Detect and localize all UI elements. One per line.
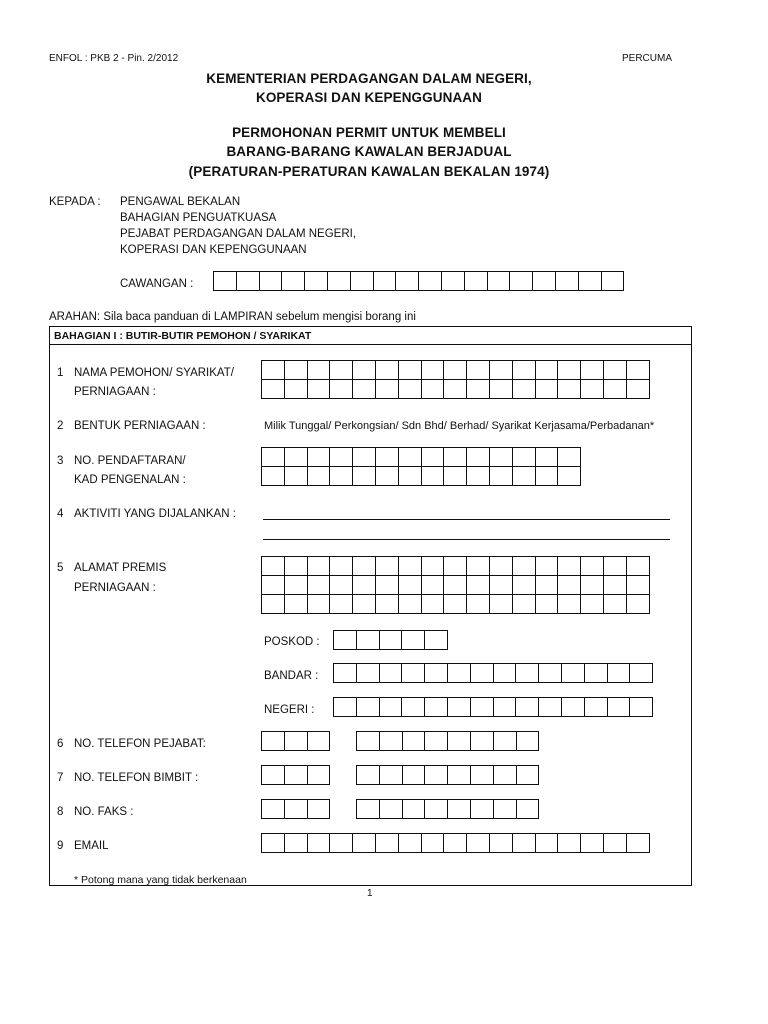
input-box-cell[interactable] (352, 360, 376, 380)
item-6-number: 6 (57, 738, 64, 750)
input-box-cell[interactable] (538, 697, 562, 717)
input-box-cell[interactable] (557, 556, 581, 576)
input-box-cell[interactable] (447, 799, 471, 819)
input-box-cell[interactable] (352, 575, 376, 595)
input-box-cell[interactable] (535, 360, 559, 380)
input-box-cell[interactable] (401, 663, 425, 683)
input-box-cell[interactable] (284, 447, 308, 467)
nama-row-2-boxes[interactable] (261, 379, 649, 399)
footnote: * Potong mana yang tidak berkenaan (74, 874, 247, 886)
input-box-cell[interactable] (375, 575, 399, 595)
input-box-cell[interactable] (284, 799, 308, 819)
input-box-cell[interactable] (603, 575, 627, 595)
input-box-cell[interactable] (466, 556, 490, 576)
tel-pejabat-number-boxes[interactable] (356, 731, 538, 751)
input-box-cell[interactable] (512, 360, 536, 380)
input-box-cell[interactable] (603, 594, 627, 614)
input-box-cell[interactable] (284, 379, 308, 399)
input-box-cell[interactable] (236, 271, 260, 291)
input-box-cell[interactable] (352, 594, 376, 614)
input-box-cell[interactable] (356, 630, 380, 650)
input-box-cell[interactable] (307, 466, 331, 486)
input-box-cell[interactable] (421, 833, 445, 853)
input-box-cell[interactable] (535, 447, 559, 467)
input-box-cell[interactable] (379, 799, 403, 819)
input-box-cell[interactable] (213, 271, 237, 291)
input-box-cell[interactable] (261, 765, 285, 785)
alamat-row-2-boxes[interactable] (261, 575, 649, 595)
ministry-line-1: KEMENTERIAN PERDAGANGAN DALAM NEGERI, (206, 71, 532, 86)
input-box-cell[interactable] (402, 731, 426, 751)
input-box-cell[interactable] (261, 466, 285, 486)
input-box-cell[interactable] (470, 765, 494, 785)
input-box-cell[interactable] (379, 630, 403, 650)
item-7-number: 7 (57, 772, 64, 784)
input-box-cell[interactable] (329, 447, 353, 467)
input-box-cell[interactable] (307, 833, 331, 853)
nama-row-1-boxes[interactable] (261, 360, 649, 380)
input-box-cell[interactable] (307, 379, 331, 399)
input-box-cell[interactable] (333, 663, 357, 683)
input-box-cell[interactable] (284, 575, 308, 595)
input-box-cell[interactable] (352, 466, 376, 486)
form-title-line-2: BARANG-BARANG KAWALAN BERJADUAL (226, 144, 512, 159)
input-box-cell[interactable] (489, 466, 513, 486)
input-box-cell[interactable] (327, 271, 351, 291)
bandar-label: BANDAR : (264, 670, 319, 682)
input-box-cell[interactable] (538, 663, 562, 683)
input-box-cell[interactable] (580, 379, 604, 399)
input-box-cell[interactable] (443, 556, 467, 576)
input-box-cell[interactable] (466, 379, 490, 399)
input-box-cell[interactable] (629, 697, 653, 717)
kepada-line-1: PENGAWAL BEKALAN (120, 196, 241, 208)
cawangan-boxes[interactable] (213, 271, 623, 291)
input-box-cell[interactable] (535, 575, 559, 595)
input-box-cell[interactable] (424, 765, 448, 785)
input-box-cell[interactable] (626, 575, 650, 595)
input-box-cell[interactable] (557, 575, 581, 595)
input-box-cell[interactable] (259, 271, 283, 291)
input-box-cell[interactable] (352, 556, 376, 576)
input-box-cell[interactable] (261, 833, 285, 853)
input-box-cell[interactable] (356, 731, 380, 751)
input-box-cell[interactable] (603, 379, 627, 399)
negeri-label: NEGERI : (264, 704, 315, 716)
form-title-line-1: PERMOHONAN PERMIT UNTUK MEMBELI (232, 125, 506, 140)
input-box-cell[interactable] (535, 556, 559, 576)
input-box-cell[interactable] (375, 594, 399, 614)
input-box-cell[interactable] (329, 575, 353, 595)
input-box-cell[interactable] (421, 447, 445, 467)
input-box-cell[interactable] (512, 466, 536, 486)
input-box-cell[interactable] (375, 833, 399, 853)
input-box-cell[interactable] (489, 556, 513, 576)
input-box-cell[interactable] (466, 833, 490, 853)
input-box-cell[interactable] (261, 731, 285, 751)
item-3-label-b: KAD PENGENALAN : (74, 474, 186, 486)
input-box-cell[interactable] (261, 556, 285, 576)
item-8-label: NO. FAKS : (74, 806, 134, 818)
tel-bimbit-prefix-boxes[interactable] (261, 765, 329, 785)
input-box-cell[interactable] (402, 765, 426, 785)
bandar-boxes[interactable] (333, 663, 652, 683)
item-8-number: 8 (57, 806, 64, 818)
input-box-cell[interactable] (261, 360, 285, 380)
input-box-cell[interactable] (580, 833, 604, 853)
input-box-cell[interactable] (443, 447, 467, 467)
input-box-cell[interactable] (375, 360, 399, 380)
input-box-cell[interactable] (509, 271, 533, 291)
input-box-cell[interactable] (561, 663, 585, 683)
input-box-cell[interactable] (352, 379, 376, 399)
tel-bimbit-number-boxes[interactable] (356, 765, 538, 785)
input-box-cell[interactable] (607, 663, 631, 683)
item-1-label-a: NAMA PEMOHON/ SYARIKAT/ (74, 367, 234, 379)
input-box-cell[interactable] (447, 765, 471, 785)
input-box-cell[interactable] (626, 360, 650, 380)
input-box-cell[interactable] (515, 697, 539, 717)
input-box-cell[interactable] (356, 697, 380, 717)
input-box-cell[interactable] (487, 271, 511, 291)
item-6-label: NO. TELEFON PEJABAT: (74, 738, 206, 750)
input-box-cell[interactable] (493, 663, 517, 683)
input-box-cell[interactable] (626, 556, 650, 576)
input-box-cell[interactable] (375, 556, 399, 576)
item-5-number: 5 (57, 562, 64, 574)
input-box-cell[interactable] (557, 466, 581, 486)
section-1-title: BAHAGIAN I : BUTIR-BUTIR PEMOHON / SYARIKAT (49, 326, 692, 345)
input-box-cell[interactable] (284, 833, 308, 853)
form-reference: ENFOL : PKB 2 - Pin. 2/2012 (49, 53, 179, 64)
input-box-cell[interactable] (489, 833, 513, 853)
email-boxes[interactable] (261, 833, 649, 853)
poskod-boxes[interactable] (333, 630, 447, 650)
input-box-cell[interactable] (489, 594, 513, 614)
input-box-cell[interactable] (607, 697, 631, 717)
input-box-cell[interactable] (356, 663, 380, 683)
input-box-cell[interactable] (356, 799, 380, 819)
input-box-cell[interactable] (580, 360, 604, 380)
input-box-cell[interactable] (535, 833, 559, 853)
input-box-cell[interactable] (284, 594, 308, 614)
input-box-cell[interactable] (421, 466, 445, 486)
aktiviti-line-1[interactable] (263, 519, 670, 520)
aktiviti-line-2[interactable] (263, 539, 670, 540)
input-box-cell[interactable] (470, 731, 494, 751)
pendaftaran-row-1-boxes[interactable] (261, 447, 580, 467)
input-box-cell[interactable] (261, 594, 285, 614)
input-box-cell[interactable] (584, 663, 608, 683)
item-2-label: BENTUK PERNIAGAAN : (74, 420, 206, 432)
input-box-cell[interactable] (421, 556, 445, 576)
input-box-cell[interactable] (447, 697, 471, 717)
input-box-cell[interactable] (555, 271, 579, 291)
input-box-cell[interactable] (329, 360, 353, 380)
item-7-label: NO. TELEFON BIMBIT : (74, 772, 199, 784)
input-box-cell[interactable] (580, 556, 604, 576)
cawangan-label: CAWANGAN : (120, 278, 194, 290)
input-box-cell[interactable] (402, 799, 426, 819)
input-box-cell[interactable] (398, 379, 422, 399)
input-box-cell[interactable] (261, 575, 285, 595)
input-box-cell[interactable] (352, 833, 376, 853)
input-box-cell[interactable] (447, 731, 471, 751)
input-box-cell[interactable] (535, 379, 559, 399)
input-box-cell[interactable] (603, 833, 627, 853)
kepada-line-3: PEJABAT PERDAGANGAN DALAM NEGERI, (120, 228, 357, 240)
input-box-cell[interactable] (489, 379, 513, 399)
input-box-cell[interactable] (418, 271, 442, 291)
input-box-cell[interactable] (515, 663, 539, 683)
input-box-cell[interactable] (489, 360, 513, 380)
input-box-cell[interactable] (307, 765, 331, 785)
input-box-cell[interactable] (424, 731, 448, 751)
item-5-label-a: ALAMAT PREMIS (74, 562, 167, 574)
input-box-cell[interactable] (512, 594, 536, 614)
input-box-cell[interactable] (603, 556, 627, 576)
input-box-cell[interactable] (489, 447, 513, 467)
item-3-number: 3 (57, 455, 64, 467)
input-box-cell[interactable] (443, 594, 467, 614)
input-box-cell[interactable] (470, 697, 494, 717)
input-box-cell[interactable] (447, 663, 471, 683)
input-box-cell[interactable] (512, 833, 536, 853)
input-box-cell[interactable] (557, 833, 581, 853)
input-box-cell[interactable] (350, 271, 374, 291)
input-box-cell[interactable] (398, 594, 422, 614)
kepada-line-4: KOPERASI DAN KEPENGGUNAAN (120, 244, 307, 256)
input-box-cell[interactable] (493, 697, 517, 717)
kepada-line-2: BAHAGIAN PENGUATKUASA (120, 212, 277, 224)
input-box-cell[interactable] (561, 697, 585, 717)
input-box-cell[interactable] (603, 360, 627, 380)
item-2-number: 2 (57, 420, 64, 432)
input-box-cell[interactable] (379, 697, 403, 717)
item-1-number: 1 (57, 367, 64, 379)
input-box-cell[interactable] (398, 575, 422, 595)
input-box-cell[interactable] (356, 765, 380, 785)
input-box-cell[interactable] (421, 360, 445, 380)
pendaftaran-row-2-boxes[interactable] (261, 466, 580, 486)
input-box-cell[interactable] (493, 799, 517, 819)
input-box-cell[interactable] (284, 765, 308, 785)
input-box-cell[interactable] (626, 379, 650, 399)
input-box-cell[interactable] (512, 447, 536, 467)
input-box-cell[interactable] (329, 594, 353, 614)
input-box-cell[interactable] (395, 271, 419, 291)
input-box-cell[interactable] (580, 594, 604, 614)
input-box-cell[interactable] (441, 271, 465, 291)
input-box-cell[interactable] (421, 594, 445, 614)
input-box-cell[interactable] (329, 466, 353, 486)
input-box-cell[interactable] (379, 765, 403, 785)
input-box-cell[interactable] (535, 594, 559, 614)
input-box-cell[interactable] (470, 663, 494, 683)
input-box-cell[interactable] (307, 731, 331, 751)
input-box-cell[interactable] (379, 731, 403, 751)
input-box-cell[interactable] (375, 447, 399, 467)
input-box-cell[interactable] (379, 663, 403, 683)
input-box-cell[interactable] (424, 697, 448, 717)
input-box-cell[interactable] (284, 466, 308, 486)
item-1-label-b: PERNIAGAAN : (74, 386, 156, 398)
input-box-cell[interactable] (398, 833, 422, 853)
input-box-cell[interactable] (512, 556, 536, 576)
input-box-cell[interactable] (329, 833, 353, 853)
input-box-cell[interactable] (443, 379, 467, 399)
input-box-cell[interactable] (512, 575, 536, 595)
input-box-cell[interactable] (424, 630, 448, 650)
form-title-line-3: (PERATURAN-PERATURAN KAWALAN BEKALAN 1974) (188, 164, 550, 179)
input-box-cell[interactable] (584, 697, 608, 717)
input-box-cell[interactable] (464, 271, 488, 291)
input-box-cell[interactable] (516, 799, 540, 819)
faks-prefix-boxes[interactable] (261, 799, 329, 819)
arahan-text: ARAHAN: Sila baca panduan di LAMPIRAN sebelum mengisi borang ini (49, 311, 416, 323)
input-box-cell[interactable] (557, 379, 581, 399)
input-box-cell[interactable] (532, 271, 556, 291)
input-box-cell[interactable] (401, 697, 425, 717)
input-box-cell[interactable] (307, 360, 331, 380)
input-box-cell[interactable] (470, 799, 494, 819)
input-box-cell[interactable] (516, 765, 540, 785)
input-box-cell[interactable] (516, 731, 540, 751)
input-box-cell[interactable] (333, 697, 357, 717)
input-box-cell[interactable] (466, 466, 490, 486)
input-box-cell[interactable] (443, 360, 467, 380)
input-box-cell[interactable] (307, 575, 331, 595)
item-4-label: AKTIVITI YANG DIJALANKAN : (74, 508, 236, 520)
input-box-cell[interactable] (307, 799, 331, 819)
alamat-row-1-boxes[interactable] (261, 556, 649, 576)
ministry-line-2: KOPERASI DAN KEPENGGUNAAN (255, 90, 483, 105)
input-box-cell[interactable] (557, 594, 581, 614)
input-box-cell[interactable] (421, 575, 445, 595)
kepada-label: KEPADA : (49, 196, 101, 208)
input-box-cell[interactable] (261, 799, 285, 819)
input-box-cell[interactable] (424, 663, 448, 683)
input-box-cell[interactable] (329, 556, 353, 576)
input-box-cell[interactable] (329, 379, 353, 399)
bentuk-perniagaan-options[interactable]: Milik Tunggal/ Perkongsian/ Sdn Bhd/ Berhad/ Syarikat Kerjasama/Perbadanan* (264, 420, 655, 432)
page-number: 1 (367, 888, 373, 899)
input-box-cell[interactable] (421, 379, 445, 399)
input-box-cell[interactable] (629, 663, 653, 683)
item-9-label: EMAIL (74, 840, 109, 852)
input-box-cell[interactable] (261, 379, 285, 399)
input-box-cell[interactable] (578, 271, 602, 291)
input-box-cell[interactable] (398, 447, 422, 467)
input-box-cell[interactable] (375, 379, 399, 399)
input-box-cell[interactable] (352, 447, 376, 467)
item-4-number: 4 (57, 508, 64, 520)
input-box-cell[interactable] (304, 271, 328, 291)
input-box-cell[interactable] (626, 833, 650, 853)
input-box-cell[interactable] (493, 765, 517, 785)
input-box-cell[interactable] (281, 271, 305, 291)
input-box-cell[interactable] (557, 447, 581, 467)
alamat-row-3-boxes[interactable] (261, 594, 649, 614)
input-box-cell[interactable] (401, 630, 425, 650)
item-5-label-b: PERNIAGAAN : (74, 582, 156, 594)
tel-pejabat-prefix-boxes[interactable] (261, 731, 329, 751)
input-box-cell[interactable] (626, 594, 650, 614)
input-box-cell[interactable] (466, 447, 490, 467)
input-box-cell[interactable] (493, 731, 517, 751)
input-box-cell[interactable] (373, 271, 397, 291)
input-box-cell[interactable] (489, 575, 513, 595)
percuma-label: PERCUMA (622, 53, 673, 64)
input-box-cell[interactable] (398, 360, 422, 380)
input-box-cell[interactable] (443, 833, 467, 853)
input-box-cell[interactable] (333, 630, 357, 650)
input-box-cell[interactable] (284, 731, 308, 751)
input-box-cell[interactable] (466, 360, 490, 380)
input-box-cell[interactable] (398, 466, 422, 486)
input-box-cell[interactable] (535, 466, 559, 486)
input-box-cell[interactable] (443, 575, 467, 595)
input-box-cell[interactable] (580, 575, 604, 595)
faks-number-boxes[interactable] (356, 799, 538, 819)
input-box-cell[interactable] (398, 556, 422, 576)
input-box-cell[interactable] (512, 379, 536, 399)
poskod-label: POSKOD : (264, 636, 320, 648)
input-box-cell[interactable] (284, 360, 308, 380)
input-box-cell[interactable] (307, 447, 331, 467)
input-box-cell[interactable] (601, 271, 625, 291)
input-box-cell[interactable] (307, 556, 331, 576)
input-box-cell[interactable] (375, 466, 399, 486)
input-box-cell[interactable] (424, 799, 448, 819)
input-box-cell[interactable] (557, 360, 581, 380)
input-box-cell[interactable] (466, 594, 490, 614)
item-9-number: 9 (57, 840, 64, 852)
input-box-cell[interactable] (307, 594, 331, 614)
input-box-cell[interactable] (261, 447, 285, 467)
input-box-cell[interactable] (466, 575, 490, 595)
negeri-boxes[interactable] (333, 697, 652, 717)
input-box-cell[interactable] (284, 556, 308, 576)
input-box-cell[interactable] (443, 466, 467, 486)
item-3-label-a: NO. PENDAFTARAN/ (74, 455, 186, 467)
